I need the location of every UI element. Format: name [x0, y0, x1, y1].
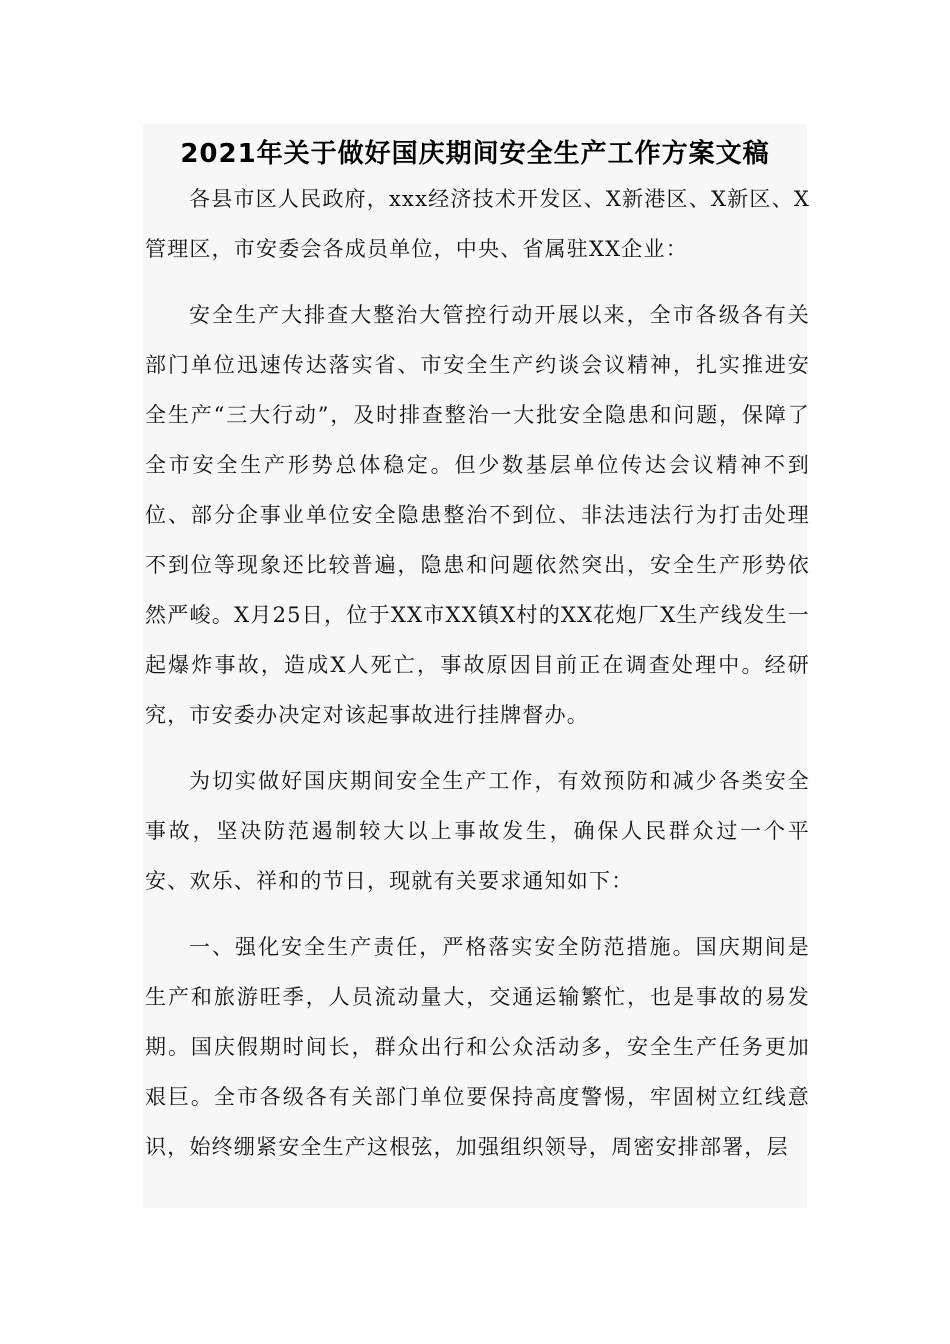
paragraph-purpose: 为切实做好国庆期间安全生产工作，有效预防和减少各类安全事故，坚决防范遏制较大以上事故发生，确保人民群众过一个平安、欢乐、祥和的节日，现就有关要求通知如下： — [145, 769, 810, 893]
paragraph-section-one: 一、强化安全生产责任，严格落实安全防范措施。国庆期间是生产和旅游旺季，人员流动量大，交通运输繁忙，也是事故的易发期。国庆假期时间长，群众出行和公众活动多，安全生产任务更加艰巨。全市各级各有关部门单位要保持高度警惕，牢固树立红线意识，始终绷紧安全生产这根弦，加强组织领导，周密安排部署，层 — [145, 935, 810, 1159]
paragraph-salutation: 各县市区人民政府，xxx经济技术开发区、X新港区、X新区、X管理区，市安委会各成员单位，中央、省属驻XX企业： — [145, 187, 810, 261]
document-body — [145, 174, 810, 1188]
paragraph-background: 安全生产大排查大整治大管控行动开展以来，全市各级各有关部门单位迅速传达落实省、市安全生产约谈会议精神，扎实推进安全生产“三大行动”，及时排查整治一大批安全隐患和问题，保障了全市安全生产形势总体稳定。但少数基层单位传达会议精神不到位、部分企事业单位安全隐患整治不到位、非法违法行为打击处理不到位等现象还比较普遍，隐患和问题依然突出，安全生产形势依然严峻。X月25日，位于XX市XX镇X村的XX花炮厂X生产线发生一起爆炸事故，造成X人死亡，事故原因目前正在调查处理中。经研究，市安委办决定对该起事故进行挂牌督办。 — [145, 303, 810, 727]
document-title: 2021年关于做好国庆期间安全生产工作方案文稿 — [180, 139, 770, 169]
